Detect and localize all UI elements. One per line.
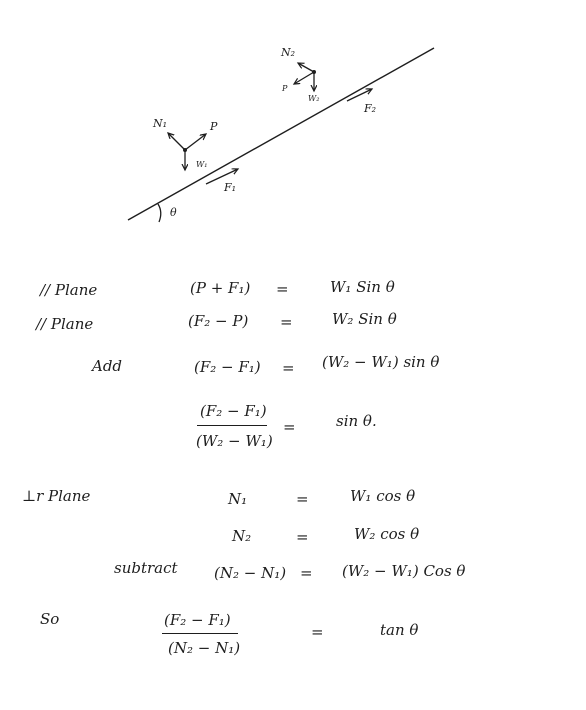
parallel-label-3: Add xyxy=(92,357,123,375)
perp-eq-3: = xyxy=(300,564,313,582)
block1-normal-arrow xyxy=(168,133,185,150)
perp-rhs-2: W₂ cos θ xyxy=(354,525,420,543)
parallel-label-1: // Plane xyxy=(40,281,98,299)
conclusion-eq: = xyxy=(311,623,324,641)
perp-eq-1: = xyxy=(296,490,309,508)
conclusion-fraction-den: (N₂ − N₁) xyxy=(168,639,241,657)
perp-lhs-1: N₁ xyxy=(228,490,248,508)
parallel-lhs-2: (F₂ − P) xyxy=(188,312,249,330)
parallel-fraction-num: (F₂ − F₁) xyxy=(200,402,267,420)
parallel-label-2: // Plane xyxy=(36,315,94,333)
conclusion-label: So xyxy=(40,610,60,628)
parallel-eq-2: = xyxy=(280,313,293,331)
angle-arc xyxy=(158,204,161,222)
perp-lhs-3: (N₂ − N₁) xyxy=(214,564,287,582)
perp-rhs-3: (W₂ − W₁) Cos θ xyxy=(342,562,466,580)
block1-push-arrow xyxy=(185,134,206,150)
conclusion-fraction-bar xyxy=(162,633,238,634)
block1-push-label: P xyxy=(210,120,218,133)
parallel-fraction-bar xyxy=(197,425,267,426)
parallel-fraction-den: (W₂ − W₁) xyxy=(196,432,273,450)
block2-push-arrow xyxy=(294,72,314,84)
perp-lhs-2: N₂ xyxy=(232,527,252,545)
conclusion-fraction-num: (F₂ − F₁) xyxy=(164,611,231,629)
block1-normal-label: N₁ xyxy=(153,117,168,130)
block1-friction-label: F₁ xyxy=(224,181,237,194)
angle-label: θ xyxy=(170,206,177,219)
parallel-rhs-3: (W₂ − W₁) sin θ xyxy=(322,353,440,371)
perp-label-1: ⊥r Plane xyxy=(22,487,91,505)
parallel-eq-4: = xyxy=(283,418,296,436)
perp-label-3: subtract xyxy=(114,559,178,577)
parallel-eq-1: = xyxy=(276,280,289,298)
block2-weight-label: W₂ xyxy=(308,94,320,103)
block2-friction-label: F₂ xyxy=(364,102,377,115)
parallel-eq-3: = xyxy=(282,359,295,377)
parallel-rhs-2: W₂ Sin θ xyxy=(332,310,397,328)
block2-normal-label: N₂ xyxy=(281,46,296,59)
parallel-rhs-1: W₁ Sin θ xyxy=(330,278,395,296)
block1-weight-label: W₁ xyxy=(196,160,208,169)
perp-rhs-1: W₁ cos θ xyxy=(350,487,416,505)
parallel-lhs-1: (P + F₁) xyxy=(190,279,251,297)
block2-push-label: P xyxy=(282,84,288,93)
parallel-rhs-4: sin θ. xyxy=(336,412,377,430)
block2-normal-arrow xyxy=(298,63,314,72)
parallel-lhs-3: (F₂ − F₁) xyxy=(194,358,261,376)
perp-eq-2: = xyxy=(296,528,309,546)
incline-line xyxy=(128,48,434,220)
conclusion-rhs: tan θ xyxy=(380,621,419,639)
